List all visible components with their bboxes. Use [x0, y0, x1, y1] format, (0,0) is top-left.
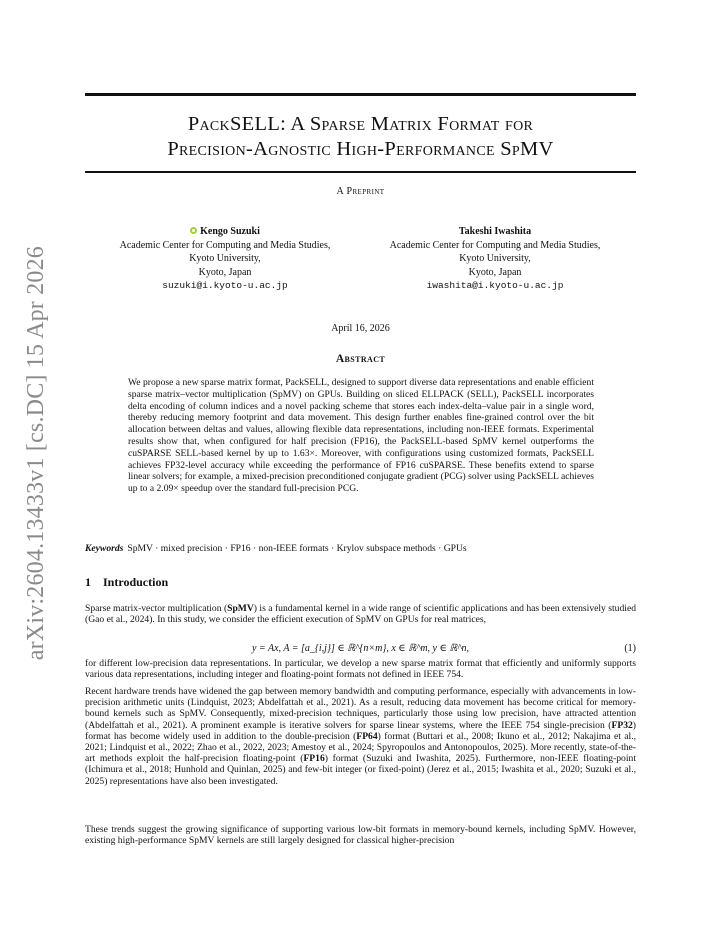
keywords-label: Keywords: [85, 543, 124, 554]
publication-date: April 16, 2026: [331, 323, 390, 334]
title-bottom-rule: [85, 171, 636, 173]
author-name-line: [85, 225, 365, 239]
text-run: ) format has become widely used in addition to the double-precision (: [85, 719, 636, 742]
equation-1: [85, 643, 636, 657]
paper-title-line-1: PackSELL: A Sparse Matrix Format for: [187, 113, 534, 135]
text-run: ) is a fundamental kernel in a wide range of scientific applications and has been extensively studied (Gao et al., 2024). In this study, we consider the efficient execution of SpMV on GPUs for real matrices,: [85, 603, 636, 626]
section-title: Introduction: [103, 575, 169, 589]
author-block-1: [85, 225, 365, 293]
author-name: Kengo Suzuki: [200, 226, 260, 237]
keywords-text: SpMV · mixed precision · FP16 · non-IEEE formats · Krylov subspace methods · GPUs: [127, 543, 467, 554]
arxiv-identifier-text: arXiv:2604.13433v1 [cs.DC] 15 Apr 2026: [22, 245, 49, 661]
arxiv-identifier-stamp: [14, 245, 58, 661]
equation-number: (1): [624, 643, 636, 654]
author-name: Takeshi Iwashita: [458, 226, 532, 237]
keywords-line: [85, 543, 636, 554]
orcid-icon[interactable]: [190, 227, 197, 234]
author-email[interactable]: iwashita@i.kyoto-u.ac.jp: [426, 280, 564, 291]
text-run: ) format (Buttari et al., 2008; Ikuno et al., 2012; Nakajima et al., 2021; Lindquist et al., 2022; Zhao et al., 2022, 2023; Amestoy et al., 2024; Spyropoulos and Antonopoulos, 2025). More recently, state-of-the-art methods exploit the half-precision floating-point (: [85, 730, 636, 765]
text-run: Sparse matrix-vector multiplication (: [85, 603, 228, 614]
author-block-2: [360, 225, 630, 293]
author-university: Kyoto University,: [189, 253, 261, 264]
intro-paragraph-4: These trends suggest the growing significance of supporting various low-bit formats in memory-bound kernels, including SpMV. However, existing high-performance SpMV kernels are still largely designed for classical higher-precision: [85, 824, 636, 847]
author-location: Kyoto, Japan: [468, 266, 522, 278]
section-number: 1: [85, 575, 91, 589]
equation-body: [85, 643, 636, 654]
equation-expression: y = Ax, A = [a_{i,j}] ∈ ℝ^{n×m}, x ∈ ℝ^m, y ∈ ℝ^n,: [251, 643, 470, 654]
bold-term: FP32: [611, 719, 633, 731]
abstract-heading: Abstract: [335, 353, 386, 365]
intro-paragraph-1: [85, 603, 636, 625]
title-top-rule: [85, 93, 636, 96]
author-affiliation: Academic Center for Computing and Media Studies,: [389, 239, 601, 251]
paper-title-line-2: Precision-Agnostic High-Performance SpMV: [167, 138, 554, 160]
preprint-label: A Preprint: [336, 186, 385, 197]
abstract-text: We propose a new sparse matrix format, PackSELL, designed to support diverse data representations and enable efficient sparse matrix–vector multiplication (SpMV) on GPUs. Building on sliced ELLPACK (SELL), PackSELL incorporates delta encoding of column indices and a novel packing scheme that stores each index-delta–value pair in a single word, thereby reducing memory footprint and data movement. This design further enables fine-grained control over the bit allocation between deltas and values, allowing flexible data representations, including non-IEEE formats. Experimental results show that, when configured for half precision (FP16), the PackSELL-based SpMV kernel outperforms the cuSPARSE SELL-based kernel by up to 1.63×. Moreover, with configurations using customized formats, PackSELL achieves FP32-level accuracy while exceeding the performance of FP16 cuSPARSE. These benefits extend to sparse linear solvers; for example, a mixed-precision preconditioned conjugate gradient (PCG) solver using PackSELL achieves up to a 2.09× speedup over the standard full-precision PCG.: [128, 377, 594, 495]
intro-paragraph-3: [85, 686, 636, 787]
text-run: ) format (Suzuki and Iwashita, 2025). Furthermore, non-IEEE floating-point (Ichimura et al., 2018; Hunhold and Quinlan, 2025) and few-bit integer (or fixed-point) (Jerez et al., 2015; Iwashita et al., 2020; Suzuki et al., 2025) representations have also been investigated.: [85, 753, 636, 787]
author-email[interactable]: suzuki@i.kyoto-u.ac.jp: [162, 280, 288, 291]
paper-title: [85, 112, 636, 162]
bold-term: SpMV: [227, 603, 254, 614]
author-university: Kyoto University,: [459, 253, 531, 264]
bold-term: FP64: [356, 730, 378, 742]
author-location: Kyoto, Japan: [198, 266, 252, 278]
bold-term: FP16: [303, 753, 325, 765]
author-affiliation: Academic Center for Computing and Media Studies,: [119, 239, 331, 251]
section-heading-introduction: [85, 575, 168, 590]
intro-paragraph-2: for different low-precision data representations. In particular, we develop a new sparse matrix format that efficiently and uniformly supports various data representations, including integer and floating-point formats not defined in IEEE 754.: [85, 658, 636, 681]
text-run: Recent hardware trends have widened the gap between memory bandwidth and computing performance, especially with advancements in low-precision arithmetic units (Lindquist, 2023; Abdelfattah et al., 2021). As a result, reducing data movement has become critical for memory-bound kernels such as SpMV. Consequently, mixed-precision techniques, particularly those using low precision, have attracted attention (Abdelfattah et al., 2021). A prominent example is iterative solvers for sparse linear systems, where the IEEE 754 single-precision (: [85, 686, 636, 731]
